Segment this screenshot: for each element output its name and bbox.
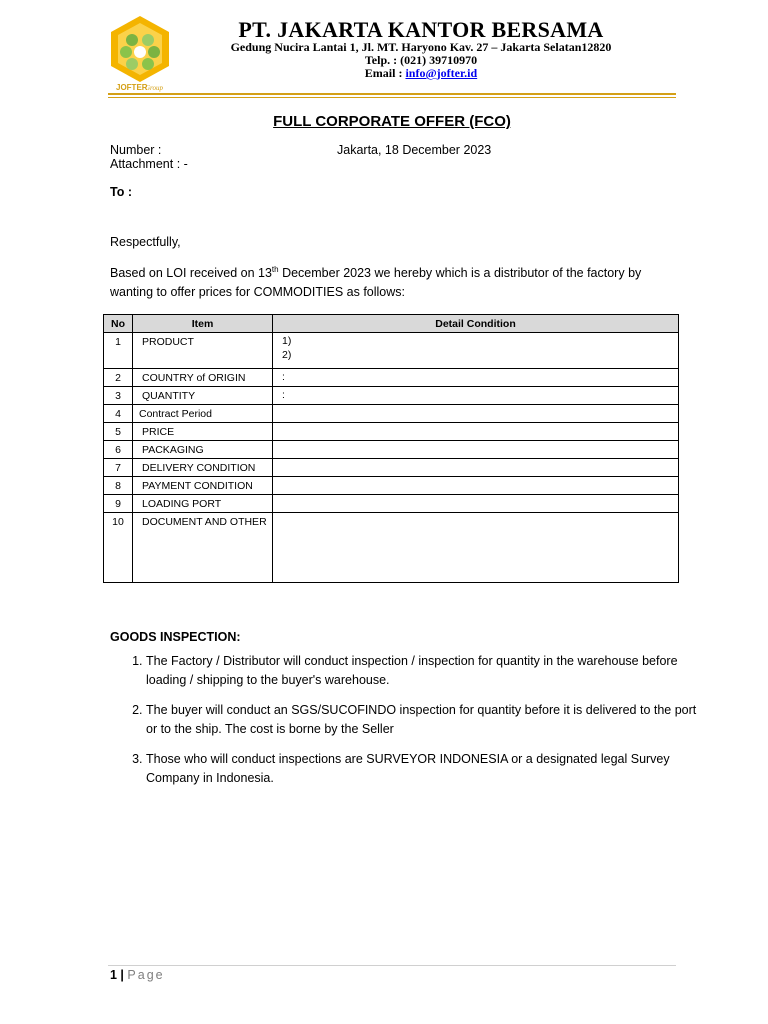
row-item: PAYMENT CONDITION <box>142 480 253 492</box>
body-text-line2: wanting to offer prices for COMMODITIES as follows: <box>110 285 406 299</box>
table-row <box>104 405 679 423</box>
row-item: Contract Period <box>139 408 212 420</box>
table-row <box>104 333 679 369</box>
inspection-title: GOODS INSPECTION: <box>110 630 241 644</box>
header-divider <box>108 93 676 95</box>
email-label: Email : <box>364 66 406 80</box>
page-separator: | <box>116 968 128 982</box>
row-detail: : <box>282 371 285 383</box>
email-link[interactable]: info@jofter.id <box>405 66 478 80</box>
row-detail: 1) <box>282 335 292 347</box>
company-address: Gedung Nucira Lantai 1, Jl. MT. Haryono Kav. 27 – Jakarta Selatan12820 <box>230 40 612 54</box>
attachment-label: Attachment : - <box>110 157 188 171</box>
row-item: PACKAGING <box>142 444 204 456</box>
header-item: Item <box>133 315 273 333</box>
company-name: PT. JAKARTA KANTOR BERSAMA <box>238 17 604 42</box>
table-row <box>104 513 679 583</box>
company-phone: Telp. : (021) 39710970 <box>364 53 478 67</box>
body-text-start: Based on LOI received on 13 <box>110 266 272 281</box>
list-item: 3. Those who will conduct inspections are SURVEYOR INDONESIA or a designated legal Survey Company in Indonesia. <box>146 750 706 788</box>
row-item: PRICE <box>142 426 175 438</box>
page-number: 1 <box>110 968 117 982</box>
header-no: No <box>104 315 133 333</box>
row-item: PRODUCT <box>142 336 194 348</box>
row-no: 1 <box>115 336 121 348</box>
table-row <box>104 459 679 477</box>
header-divider-thin <box>108 97 676 98</box>
row-item: DOCUMENT AND OTHER <box>142 516 267 528</box>
footer-divider <box>108 965 676 966</box>
list-item: 1. The Factory / Distributor will conduct inspection / inspection for quantity in the warehouse before loading / shipping to the buyer's warehouse. <box>146 652 706 690</box>
document-date: Jakarta, 18 December 2023 <box>337 143 492 157</box>
row-no: 2 <box>115 372 121 384</box>
row-no: 7 <box>115 462 121 474</box>
page-label: Page <box>127 968 165 982</box>
inspection-list <box>110 652 706 799</box>
greeting: Respectfully, <box>110 235 181 249</box>
row-no: 5 <box>115 426 121 438</box>
table-row <box>104 387 679 405</box>
svg-text:Group: Group <box>145 84 164 92</box>
table-row <box>104 477 679 495</box>
table-header-row <box>104 315 679 333</box>
header-detail: Detail Condition <box>273 315 679 333</box>
row-item: COUNTRY of ORIGIN <box>142 372 246 384</box>
company-email-line <box>218 66 624 81</box>
table-row <box>104 441 679 459</box>
list-item: 2. The buyer will conduct an SGS/SUCOFINDO inspection for quantity before it is delivered to the port or to the ship. The cost is borne by the Seller <box>146 701 706 739</box>
row-no: 4 <box>115 408 121 420</box>
table-row <box>104 495 679 513</box>
offer-table <box>103 314 679 583</box>
row-detail: : <box>282 389 285 401</box>
row-item: DELIVERY CONDITION <box>142 462 256 474</box>
number-label: Number : <box>110 143 162 157</box>
row-no: 8 <box>115 480 121 492</box>
row-item: LOADING PORT <box>142 498 222 510</box>
body-superscript: th <box>271 265 279 274</box>
row-item: QUANTITY <box>142 390 196 402</box>
body-text-line1: December 2023 we hereby which is a distributor of the factory by <box>278 266 642 281</box>
table-row <box>104 423 679 441</box>
row-no: 3 <box>115 390 121 402</box>
table-row <box>104 369 679 387</box>
svg-text:JOFTER: JOFTER <box>116 83 148 92</box>
row-no: 6 <box>115 444 121 456</box>
to-label: To : <box>110 185 132 199</box>
page-footer <box>110 968 165 982</box>
body-paragraph <box>110 265 680 280</box>
row-no: 9 <box>115 498 121 510</box>
row-detail: 2) <box>282 349 292 361</box>
company-logo <box>108 14 172 92</box>
document-title: FULL CORPORATE OFFER (FCO) <box>273 113 511 130</box>
row-no: 10 <box>112 516 124 528</box>
